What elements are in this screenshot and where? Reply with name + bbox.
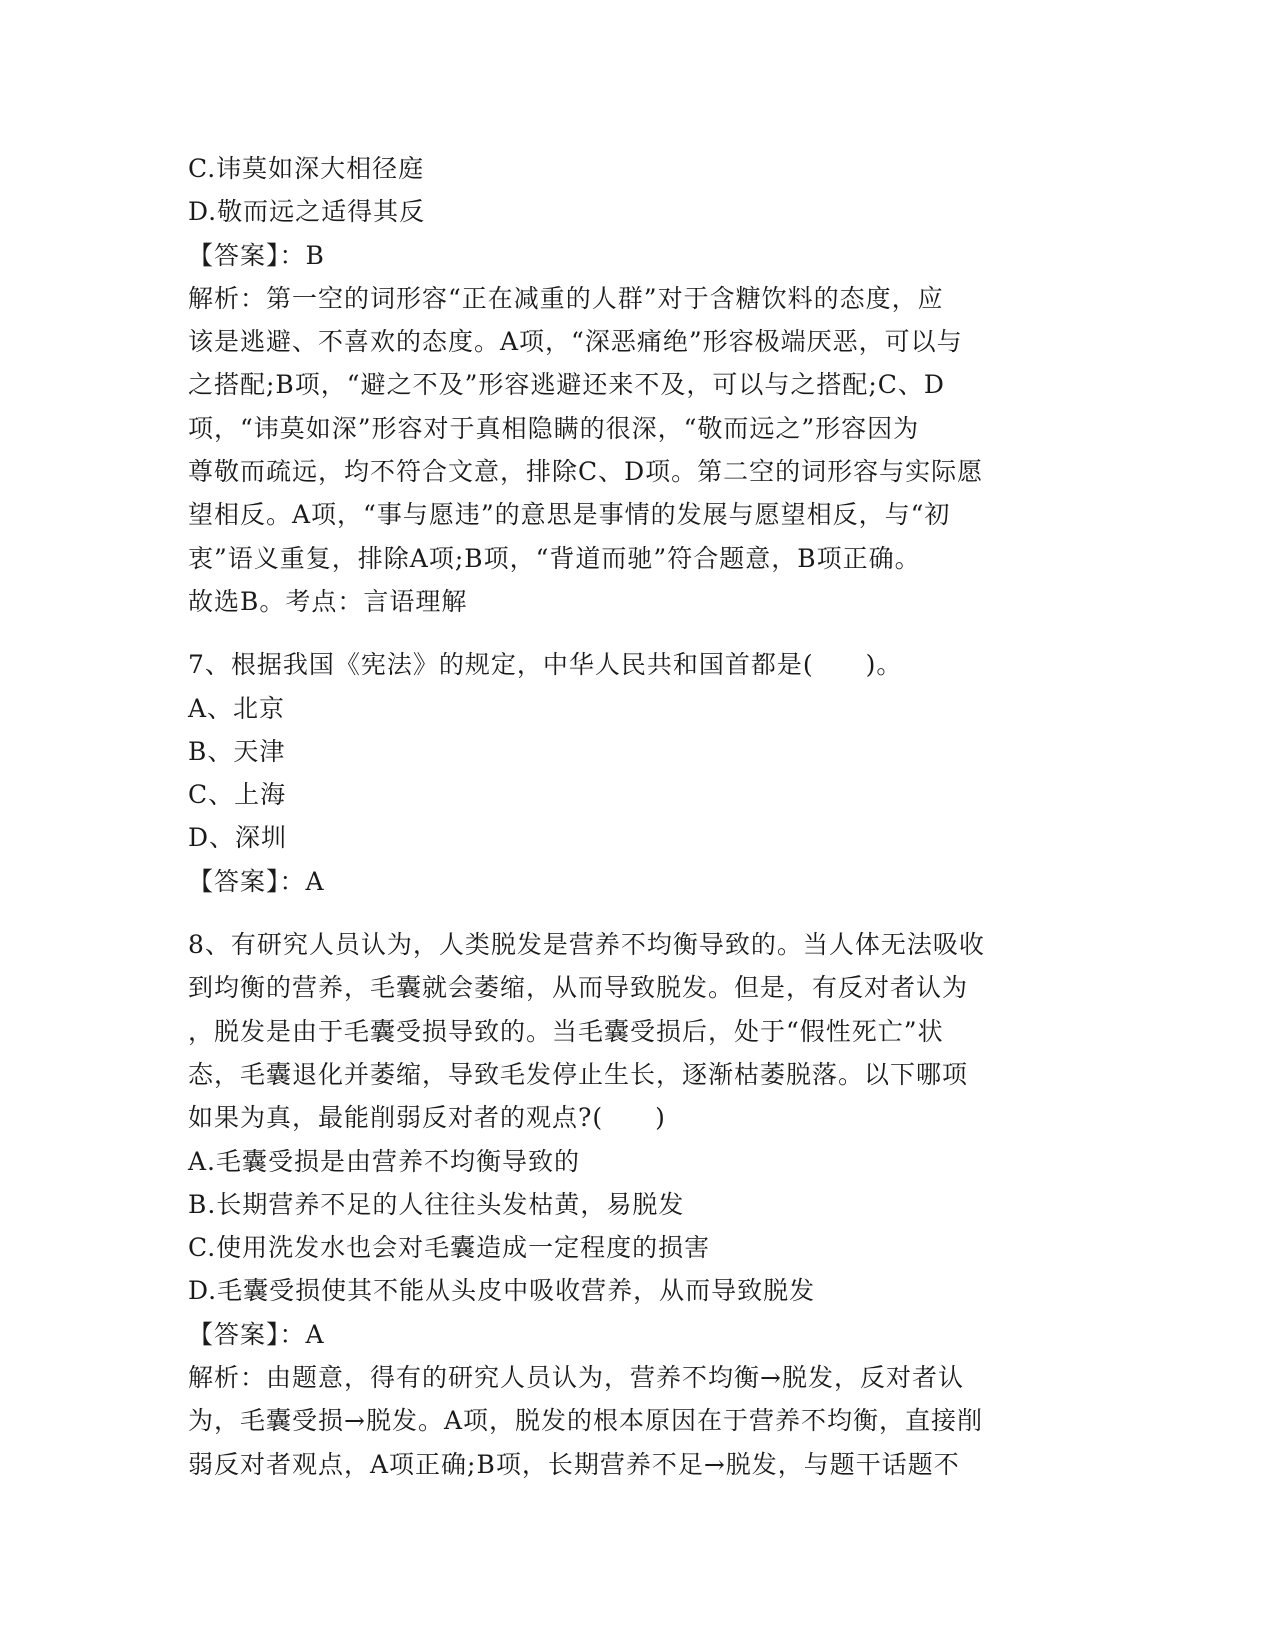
q6-analysis-line: 解析：第一空的词形容“正在减重的人群”对于含糖饮料的态度，应 — [188, 283, 944, 313]
q8-stem-line: 8、有研究人员认为，人类脱发是营养不均衡导致的。当人体无法吸收 — [188, 930, 985, 960]
q8-analysis-line: 解析：由题意，得有的研究人员认为，营养不均衡→脱发，反对者认 — [188, 1363, 964, 1393]
document-content — [188, 147, 1088, 1486]
q6-analysis-line: 故选B。考点：言语理解 — [188, 586, 468, 616]
q6-answer: 【答案】：B — [188, 240, 325, 270]
q8-stem-line: ，脱发是由于毛囊受损导致的。当毛囊受损后，处于“假性死亡”状 — [188, 1016, 944, 1046]
q7-stem: 7、根据我国《宪法》的规定，中华人民共和国首都是( )。 — [188, 650, 903, 680]
q6-analysis — [188, 277, 1088, 623]
q8-option-c: C.使用洗发水也会对毛囊造成一定程度的损害 — [188, 1233, 711, 1263]
q6-analysis-line: 项，“讳莫如深”形容对于真相隐瞒的很深，“敬而远之”形容因为 — [188, 413, 920, 443]
q8-option-b: B.长期营养不足的人往往头发枯黄，易脱发 — [188, 1189, 685, 1219]
q7-option-a: A、北京 — [188, 693, 286, 723]
q6-option-c: C.讳莫如深大相径庭 — [188, 154, 425, 183]
q8-stem — [188, 923, 1088, 1139]
q6-analysis-line: 之搭配;B项，“避之不及”形容逃避还来不及，可以与之搭配;C、D — [188, 370, 945, 400]
q8-analysis-line: 为，毛囊受损→脱发。A项，脱发的根本原因在于营养不均衡，直接削 — [188, 1406, 984, 1436]
q6-analysis-line: 该是逃避、不喜欢的态度。A项，“深恶痛绝”形容极端厌恶，可以与 — [188, 327, 963, 357]
q6-analysis-line: 望相反。A项，“事与愿违”的意思是事情的发展与愿望相反，与“初 — [188, 500, 951, 530]
q8-analysis — [188, 1356, 1088, 1486]
q6-option-d: D.敬而远之适得其反 — [188, 197, 426, 227]
q6-analysis-line: 尊敬而疏远，均不符合文意，排除C、D项。第二空的词形容与实际愿 — [188, 457, 984, 487]
q7-option-d: D、深圳 — [188, 823, 288, 853]
question-spacer — [188, 623, 1088, 643]
q7-option-c: C、上海 — [188, 780, 287, 810]
q6-analysis-line: 衷”语义重复，排除A项;B项，“背道而驰”符合题意，B项正确。 — [188, 543, 921, 573]
q7-option-b: B、天津 — [188, 736, 286, 766]
q7-answer: 【答案】：A — [188, 866, 325, 896]
q8-analysis-line: 弱反对者观点，A项正确;B项，长期营养不足→脱发，与题干话题不 — [188, 1449, 960, 1479]
q8-option-d: D.毛囊受损使其不能从头皮中吸收营养，从而导致脱发 — [188, 1276, 816, 1306]
q8-answer: 【答案】：A — [188, 1319, 325, 1349]
q8-stem-line: 如果为真，最能削弱反对者的观点?( ) — [188, 1103, 666, 1133]
question-spacer — [188, 903, 1088, 923]
q8-option-a: A.毛囊受损是由营养不均衡导致的 — [188, 1146, 581, 1176]
q8-stem-line: 态，毛囊退化并萎缩，导致毛发停止生长，逐渐枯萎脱落。以下哪项 — [188, 1059, 969, 1089]
q8-stem-line: 到均衡的营养，毛囊就会萎缩，从而导致脱发。但是，有反对者认为 — [188, 973, 969, 1003]
